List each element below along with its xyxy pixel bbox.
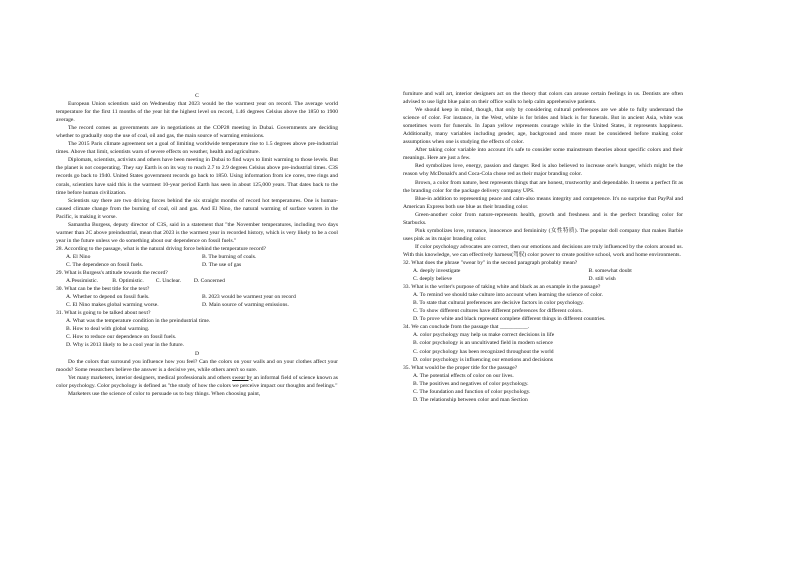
question-28-stem: 28. According to the passage, what is the natural driving force behind the temperature record? [56, 245, 267, 252]
question-29-stem: 29. What is Burgess's attitude towards the record? [56, 270, 168, 277]
passage-d-paragraph: furniture and wall art, interior designers act on the theory that colors can arouse certain feelings in us. Dentists are often advised to use light blue paint on their office walls to help calm apprehensive patients. [403, 91, 683, 106]
question-29-options [56, 277, 338, 285]
passage-c-paragraph: The record comes as governments are in negotiations at the COP28 meeting in Dubai. Governments are deciding whether to gradually stop the use of coal, oil and gas, the main source of warming emissions. [56, 125, 338, 140]
option-b: B. The positives and negatives of color psychology. [413, 380, 529, 387]
question-30-options-row-2 [56, 301, 338, 309]
text-run: Yet many marketers, interior designers, medical professionals and others [68, 374, 233, 381]
underlined-phrase: swear by [232, 374, 253, 381]
option-a: A. El Nino [66, 253, 91, 260]
passage-d-paragraph: Pink symbolizes love, romance, innocence and femininity (女性特质). The popular doll company that makes Barbie uses pink as its major branding color. [403, 227, 683, 242]
option-a: A. deeply investigate [413, 268, 461, 275]
passage-d-paragraph: If color psychology advocates are correct, then our emotions and decisions are truly influenced by the colors around us. With this knowledge, we can effectively harness(驾驭) color power to create positive school, work and home environments. [403, 243, 683, 258]
option-b: B. somewhat doubt [588, 268, 632, 275]
passage-c-paragraph: European Union scientists said on Wednesday that 2023 would be the warmest year on record. The average world temperature for the first 11 months of the year hit the highest level on record, 1.46 degrees Celsius above the 1850 to 1900 average. [56, 101, 338, 124]
passage-d-paragraph: Green-another color from nature-represents health, growth and freshness and is the perfect branding color for Starbucks. [403, 211, 683, 226]
question-33-stem: 33. What is the writer's purpose of taking white and black as an example in the passage? [403, 284, 601, 291]
option-c: C. To show different cultures have different preferences for different colors. [413, 308, 583, 315]
option-c: C. color psychology has been recognized throughout the world [413, 348, 554, 355]
option-c: C. The foundation and function of color psychology. [413, 388, 531, 395]
question-35-stem: 35. What would be the proper title for the passage? [403, 364, 518, 371]
option-a: A. The potential effects of color on our lives. [413, 372, 514, 379]
passage-d-paragraph: Do the colors that surround you influence how you feel? Can the colors on your walls and on your clothes affect your moods? Some researchers believe the answer is a decisive yes, while others aren't so sure. [56, 358, 338, 373]
option-b: B. To state that cultural preferences are decisive factors in color psychology. [413, 300, 584, 307]
option-a: A. color psychology may help us make correct decisions in life [413, 332, 555, 339]
option-b: B. How to deal with global warming. [66, 326, 150, 333]
text-run: an informal field of science known as color psychology. Color psychology is defined as "the study of how the colors we perceive impact our thoughts and feelings." [56, 374, 338, 389]
option-a: A. Whether to depend on fossil fuels. [66, 294, 150, 301]
option-b: B. 2023 would be warmest year on record [202, 294, 296, 301]
question-34-stem: 34. We can conclude from the passage that __________. [403, 324, 530, 331]
passage-d-paragraph: Blue-in addition to representing peace and calm-also means integrity and competence. It's no surprise that PayPal and American Express both use blue as their branding color. [403, 195, 683, 210]
option-b: B. color psychology is an uncultivated field in modern science [413, 340, 553, 347]
passage-d-paragraph: Red symbolizes love, energy, passion and danger. Red is also believed to increase one's hunger, which might be the reason why McDonald's and Coca-Cola chose red as their major branding color. [403, 163, 683, 178]
option-d: D. Why is 2013 likely to be a cool year in the future. [66, 342, 184, 349]
option-c: C. Unclear. [155, 278, 182, 285]
question-32-options-row-2 [403, 275, 683, 283]
option-d: D. color psychology is influencing our emotions and decisions [413, 356, 553, 363]
question-32-stem: 32. What does the phrase "swear by" in the second paragraph probably mean? [403, 259, 578, 266]
question-28-options-row-1 [56, 253, 338, 261]
question-30-stem: 30. What can be the best title for the text? [56, 286, 150, 293]
passage-d-paragraph: After taking color variable into account it's safe to consider some mainstream theories about specific colors and their meanings. Here are just a few. [403, 147, 683, 162]
question-30-options-row-1 [56, 293, 338, 301]
passage-c-paragraph: The 2015 Paris climate agreement set a goal of limiting worldwide temperature rise to 1.5 degrees above pre-industrial times. Above that limit, scientists warn of severe effects on weather, health and agriculture. [56, 141, 338, 156]
section-d-heading: D [194, 350, 200, 357]
option-d: D. Concerned [193, 278, 225, 285]
passage-d-paragraph [56, 374, 338, 390]
option-c: C. How to reduce our dependence on fossil fuels. [66, 334, 177, 341]
passage-d-paragraph: We should keep in mind, though, that only by considering cultural preferences are we able to fully understand the science of color. For instance, in the West, white is for brides and black is for funerals. But in ancient Asia, white was sometimes worn for funerals. In Japan yellow represents courage while in the United States, it represents happiness. Additionally, many variables including gender, age, background and more must be considered before making color assumptions when one is studying the effects of color. [403, 107, 683, 146]
question-32-options-row-1 [403, 267, 683, 275]
option-a: A.Pessimistic. [66, 278, 99, 285]
passage-c-paragraph: Scientists say there are two driving forces behind the six straight months of record hot temperatures. One is human-caused climate change from the burning of coal, oil and gas. And El Nino, the natural warming of surface waters in the Pacific, is making it worse. [56, 197, 338, 220]
question-28-options-row-2 [56, 261, 338, 269]
passage-d-paragraph: Marketers use the science of color to persuade us to buy things. When choosing paint, [68, 390, 261, 397]
left-column [56, 92, 338, 398]
option-d: D. Main source of warming emissions. [202, 302, 289, 309]
option-b: B. Optimistic. [112, 278, 144, 285]
option-c: C. El Nino makes global warming worse. [66, 302, 159, 309]
option-d: D. The use of gas [202, 261, 242, 268]
passage-c-paragraph: Diplomats, scientists, activists and others have been meeting in Dubai to find ways to limit warming to those levels. But the planet is not cooperating. They say Earth is on its way to reach 2.7 to 2.9 degrees Celsius above pre-industrial times. C3S records go back to 1940. United States government records go back to 1850. Using information from ice cores, tree rings and corals, scientists have said this is the warmest 10-year period Earth has seen in about 125,000 years. That dates back to the time before human civilization. [56, 157, 338, 196]
passage-d-paragraph: Brown, a color from nature, best represents things that are honest, trustworthy and dependable. It seems a perfect fit as the branding color for the package delivery company UPS. [403, 179, 683, 194]
option-c: C. The dependence on fossil fuels. [66, 261, 144, 268]
option-d: D. still wish [588, 276, 616, 283]
option-c: C. deeply believe [413, 276, 452, 283]
option-b: B. The burning of coals. [202, 253, 257, 260]
right-column [403, 90, 683, 404]
question-31-stem: 31. What is going to be talked about next? [56, 310, 151, 317]
passage-c-paragraph: Samantha Burgess, deputy director of C3S, said in a statement that "the November temperatures, including two days warmer than 2C above preindustrial, mean that 2023 is the warmest year in recorded history, which is very likely to be a cool year in the future unless we do something about our dependence on fossil fuels." [56, 221, 338, 244]
option-a: A. To remind we should take culture into account when learning the science of color. [413, 292, 603, 299]
option-d: D. The relationship between color and man Section [413, 396, 528, 403]
section-c-heading: C [195, 93, 199, 99]
option-d: D. To prove white and black represent complete different things in different countries. [413, 316, 606, 323]
option-a: A. What was the temperature condition in the preindustrial time. [66, 318, 211, 325]
